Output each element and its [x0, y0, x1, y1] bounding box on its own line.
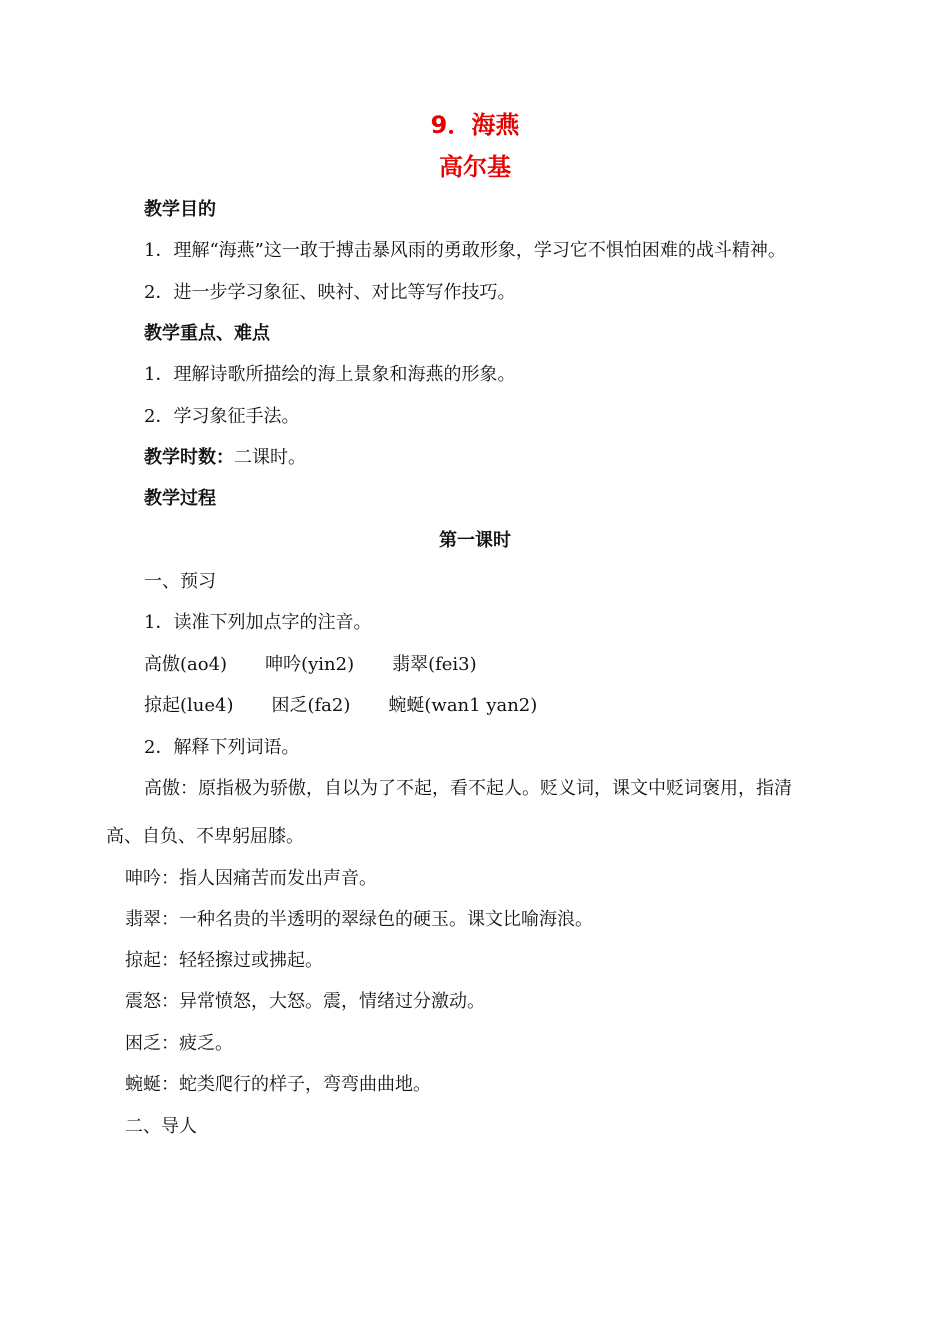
teaching-hours-label: 教学时数：	[144, 447, 234, 468]
definition-item: 翡翠：一种名贵的半透明的翠绿色的硬玉。课文比喻海浪。	[125, 909, 593, 930]
process-heading: 教学过程	[144, 488, 216, 509]
pinyin-word: 翡翠(fei3)	[392, 654, 477, 675]
pinyin-word: 掠起(lue4)	[144, 695, 234, 716]
intro-heading: 二、导人	[125, 1116, 197, 1137]
pinyin-word: 呻吟(yin2)	[265, 654, 355, 675]
lesson-session-title: 第一课时	[439, 530, 511, 551]
pinyin-row	[144, 694, 537, 718]
definition-gaoao-cont: 高、自负、不卑躬屈膝。	[106, 826, 304, 847]
definition-gaoao: 高傲：原指极为骄傲，自以为了不起，看不起人。贬义词，课文中贬词褒用，指清	[144, 778, 792, 799]
teaching-hours-value: 二课时。	[234, 447, 306, 468]
preview-task-2: 2．解释下列词语。	[144, 737, 300, 758]
key-point-item: 2．学习象征手法。	[144, 406, 300, 427]
definition-item: 呻吟：指人因痛苦而发出声音。	[125, 868, 377, 889]
pinyin-word: 高傲(ao4)	[144, 654, 228, 675]
pinyin-word: 困乏(fa2)	[271, 695, 351, 716]
pinyin-word: 蜿蜒(wan1 yan2)	[388, 695, 538, 716]
objective-item: 2．进一步学习象征、映衬、对比等写作技巧。	[144, 282, 516, 303]
key-point-item: 1．理解诗歌所描绘的海上景象和海燕的形象。	[144, 364, 516, 385]
preview-task-1: 1．读准下列加点字的注音。	[144, 612, 372, 633]
definition-item: 震怒：异常愤怒，大怒。震，情绪过分激动。	[125, 991, 485, 1012]
lesson-title: 9．海燕	[430, 111, 520, 139]
definition-item: 困乏：疲乏。	[125, 1033, 233, 1054]
pinyin-row	[144, 653, 477, 677]
key-points-heading: 教学重点、难点	[144, 323, 270, 344]
preview-heading: 一、预习	[144, 571, 216, 592]
objectives-heading: 教学目的	[144, 199, 216, 220]
objective-item: 1．理解“海燕”这一敢于搏击暴风雨的勇敢形象，学习它不惧怕困难的战斗精神。	[144, 240, 786, 261]
definition-item: 掠起：轻轻擦过或拂起。	[125, 950, 323, 971]
author-name: 高尔基	[439, 153, 511, 181]
teaching-hours	[144, 446, 306, 470]
definition-item: 蜿蜒：蛇类爬行的样子，弯弯曲曲地。	[125, 1074, 431, 1095]
